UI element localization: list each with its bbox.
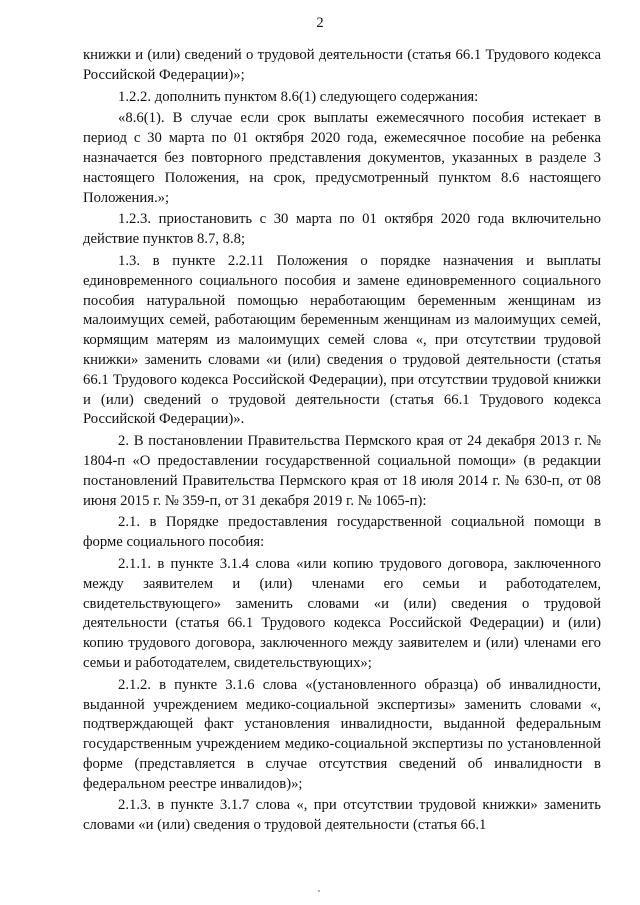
document-body	[83, 46, 601, 836]
paragraph-2-1-3: 2.1.3. в пункте 3.1.7 слова «, при отсутствии трудовой книжки» заменить словами «и (или) сведения о трудовой деятельности (статья 66.1	[83, 797, 601, 834]
paragraph-2-1-2: 2.1.2. в пункте 3.1.6 слова «(установленного образца) об инвалидности, выданной учреждением медико-социальной экспертизы» заменить словами «, подтверждающей факт установления инвалидности, выданной федеральным государственным учреждением медико-социальной экспертизы по установленной форме (представляется в случае отсутствия сведений об инвалидности в федеральном реестре инвалидов)»;	[83, 676, 601, 792]
paragraph-quoted-8-6-1: «8.6(1). В случае если срок выплаты ежемесячного пособия истекает в период с 30 марта по 01 октября 2020 года, ежемесячное пособие на ребенка назначается без повторного представления документов, указанных в разделе 3 настоящего Положения, на срок, предусмотренный пунктом 8.6 настоящего Положения.»;	[83, 110, 601, 206]
paragraph-1-3: 1.3. в пункте 2.2.11 Положения о порядке назначения и выплаты единовременного социального пособия и замене единовременного социального пособия натуральной помощью неработающим беременным женщинам из малоимущих семей, работающим беременным женщинам из малоимущих семей, кормящим матерям из малоимущих семей слова «, при отсутствии трудовой книжки» заменить словами «и (или) сведения о трудовой деятельности (статья 66.1 Трудового кодекса Российской Федерации), при отсутствии трудовой книжки и (или) сведений о трудовой деятельности (статья 66.1 Трудового кодекса Российской Федерации)».	[83, 252, 601, 428]
page-number: 2	[316, 15, 324, 31]
paragraph-1-2-2: 1.2.2. дополнить пунктом 8.6(1) следующего содержания:	[118, 88, 479, 105]
paragraph-continuation: книжки и (или) сведений о трудовой деятельности (статья 66.1 Трудового кодекса Российской Федерации)»;	[83, 47, 601, 83]
scan-speck	[318, 890, 320, 892]
paragraph-2: 2. В постановлении Правительства Пермского края от 24 декабря 2013 г. № 1804-п «О предоставлении государственной социальной помощи» (в редакции постановлений Правительства Пермского края от 18 июля 2014 г. № 630-п, от 08 июня 2015 г. № 359-п, от 31 декабря 2019 г. № 1065-п):	[83, 433, 601, 509]
paragraph-2-1-1: 2.1.1. в пункте 3.1.4 слова «или копию трудового договора, заключенного между заявителем и (или) членами его семьи и работодателем, свидетельствующего» заменить словами «и (или) сведения о трудовой деятельности (статья 66.1 Трудового кодекса Российской Федерации) и (или) копию трудового договора, заключенного между заявителем и (или) членами его семьи и работодателем, свидетельствующих»;	[83, 555, 601, 671]
paragraph-2-1: 2.1. в Порядке предоставления государственной социальной помощи в форме социального пособия:	[83, 514, 601, 551]
paragraph-1-2-3: 1.2.3. приостановить с 30 марта по 01 октября 2020 года включительно действие пунктов 8.7, 8.8;	[83, 211, 601, 248]
